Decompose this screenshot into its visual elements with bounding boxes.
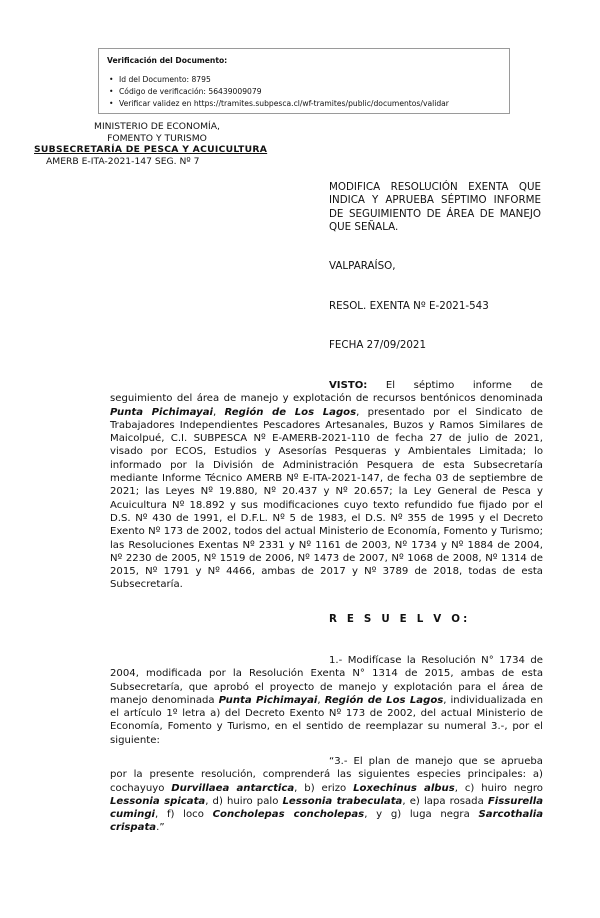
species-2: Loxechinus albus [353, 782, 455, 794]
quote-text-8: .” [156, 822, 165, 834]
quote-text-6: , f) loco [155, 809, 213, 821]
quote-text-7: , y g) luga negra [364, 809, 479, 821]
resuelvo-heading: R E S U E L V O: [329, 613, 471, 625]
species-7: Sarcothalia crispata [110, 809, 544, 834]
quote-text-1: “3.- El plan de manejo que se aprueba por la presente resolución, comprenderá las siguientes especies principales: a) cochayuyo [110, 756, 543, 794]
resolution-number: RESOL. EXENTA Nº E-2021-543 [329, 300, 489, 312]
verification-code: • Código de verificación: 56439009079 [119, 86, 509, 98]
quoted-numeral-3 [110, 755, 543, 835]
article-1-text-2: , individualizada en el artículo 1º letra a) del Decreto Exento Nº 173 de 2002, del actual Ministerio de Economía, Fomento y Turismo, en el sentido de reemplazar su numeral 3.-, por el siguiente: [110, 694, 543, 746]
resolution-subject: MODIFICA RESOLUCIÓN EXENTA QUE INDICA Y APRUEBA SÉPTIMO INFORME DE SEGUIMIENTO DE ÁREA DE MANEJO QUE SEÑALA. [329, 181, 541, 234]
species-5: Fissurella cumingi [110, 795, 544, 821]
resolution-date: FECHA 27/09/2021 [329, 339, 427, 351]
place: VALPARAÍSO, [329, 260, 396, 272]
visto-area-name: Punta Pichimayai [110, 406, 214, 418]
visto-label: VISTO: [329, 380, 368, 391]
verification-box [98, 48, 510, 114]
visto-paragraph [110, 379, 543, 592]
ministry-line-1: MINISTERIO DE ECONOMÍA, [94, 121, 220, 132]
article-1-area-name: Punta Pichimayai [218, 694, 318, 706]
visto-text-1: El séptimo informe de seguimiento del área de manejo y explotación de recursos bentónicos denominada [110, 380, 543, 405]
visto-sep: , [213, 406, 225, 418]
article-1-region: Región de Los Lagos [324, 694, 444, 706]
reference-code: AMERB E-ITA-2021-147 SEG. Nº 7 [46, 155, 200, 167]
verification-list [107, 74, 509, 111]
subsecretaria-name: SUBSECRETARÍA DE PESCA Y ACUICULTURA [34, 144, 268, 156]
visto-text-2: , presentado por el Sindicato de Trabajadores Independientes Pescadores Artesanales, Buzos y Ramos Similares de Maicolpué, C.I. SUBPESCA Nº E-AMERB-2021-110 de fecha 27 de julio de 2021, visado por ECOS, Estudios y Asesorías Pesqueras y Ambientales Limitada; lo informado por la División de Administración Pesquera de esta Subsecretaría mediante Informe Técnico AMERB Nº E-ITA-2021-147, de fecha 03 de septiembre de 2021; las Leyes Nº 19.880, Nº 20.437 y Nº 20.657; la Ley General de Pesca y Acuicultura Nº 18.892 y sus modificaciones cuyo texto refundido fue fijado por el D.S. Nº 430 de 1991, el D.F.L. Nº 5 de 1983, el D.S. Nº 355 de 1995 y el Decreto Exento Nº 173 de 2002, todos del actual Ministerio de Economía, Fomento y Turismo; las Resoluciones Exentas Nº 2331 y Nº 1161 de 2003, Nº 1734 y Nº 1884 de 2004, Nº 2230 de 2005, Nº 1519 de 2006, Nº 1473 de 2007, Nº 1068 de 2008, Nº 1314 de 2015, Nº 1791 y Nº 4466, ambas de 2017 y Nº 3789 de 2018, todas de esta Subsecretaría. [110, 406, 544, 591]
letterhead [34, 121, 280, 167]
species-6: Concholepas concholepas [212, 809, 365, 821]
quote-text-5: , e) lapa rosada [402, 795, 488, 807]
verification-link[interactable]: • Verificar validez en https://tramites.subpesca.cl/wf-tramites/public/documentos/validar [119, 98, 509, 110]
quote-text-3: , c) huiro negro [454, 782, 543, 794]
visto-region: Región de Los Lagos [224, 406, 357, 418]
article-1-sep: , [317, 694, 325, 706]
ministry-line-2: FOMENTO Y TURISMO [107, 132, 207, 144]
verification-title: Verificación del Documento: [107, 56, 228, 65]
article-1-text-1: 1.- Modifícase la Resolución N° 1734 de 2004, modificada por la Resolución Exenta N° 1314 de 2015, ambas de esta Subsecretaría, que aprobó el proyecto de manejo y explotación para el área de manejo denominada [110, 655, 543, 706]
document-id: • Id del Documento: 8795 [119, 74, 509, 86]
quote-text-4: , d) huiro palo [205, 795, 283, 807]
species-3: Lessonia spicata [110, 795, 206, 807]
article-1 [110, 654, 543, 747]
species-4: Lessonia trabeculata [282, 795, 403, 807]
species-1: Durvillaea antarctica [171, 782, 295, 794]
quote-text-2: , b) erizo [294, 782, 354, 794]
